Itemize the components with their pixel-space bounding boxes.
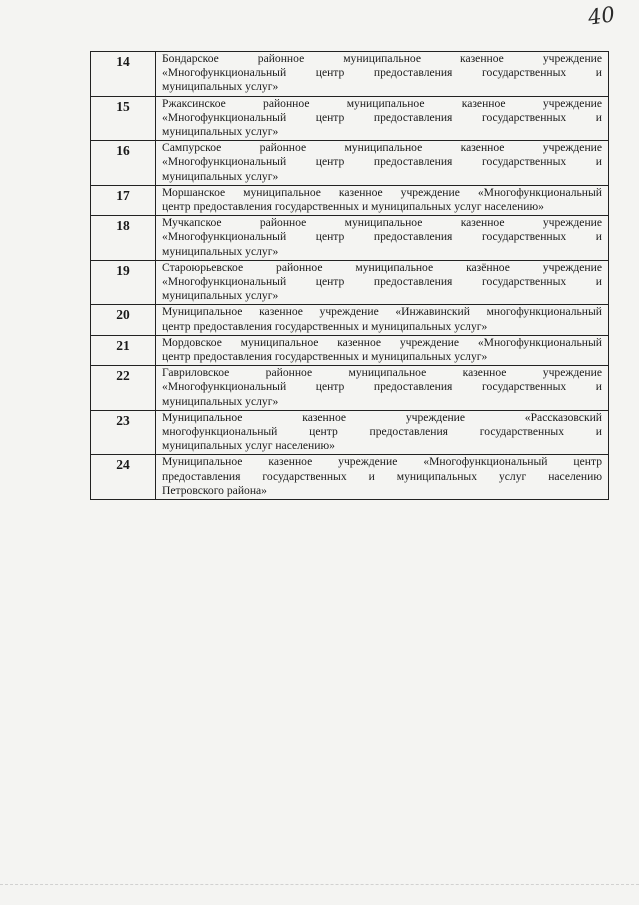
institution-name-line: муниципальных услуг» — [162, 394, 279, 408]
institution-name-line: Муниципальное казенное учреждение «Инжавинский многофункциональный — [162, 305, 602, 319]
row-number: 23 — [91, 410, 156, 455]
institution-name-line: Моршанское муниципальное казенное учреждение «Многофункциональный — [162, 185, 602, 199]
institution-name-line: муниципальных услуг» — [162, 244, 279, 258]
institution-name — [156, 185, 609, 215]
row-number: 21 — [91, 335, 156, 365]
table-row — [91, 185, 609, 215]
institution-name-line: Гавриловское районное муниципальное казенное учреждение — [162, 366, 602, 380]
institution-name-line: «Многофункциональный центр предоставления государственных и — [162, 155, 602, 169]
institution-name-line: муниципальных услуг» — [162, 289, 279, 303]
institution-name — [156, 52, 609, 97]
institution-name-line: «Многофункциональный центр предоставления государственных и — [162, 380, 602, 394]
institutions-table — [90, 51, 609, 500]
row-number: 22 — [91, 366, 156, 411]
institution-name — [156, 335, 609, 365]
institution-name-line: Мордовское муниципальное казенное учреждение «Многофункциональный — [162, 335, 602, 349]
row-number: 19 — [91, 260, 156, 305]
table-row — [91, 335, 609, 365]
row-number: 15 — [91, 96, 156, 141]
table-row — [91, 305, 609, 335]
institution-name-line: Староюрьевское районное муниципальное казённое учреждение — [162, 260, 602, 274]
row-number: 18 — [91, 216, 156, 261]
institution-name-line: Петровского района» — [162, 483, 267, 497]
institution-name-line: «Многофункциональный центр предоставления государственных и — [162, 66, 602, 80]
scan-edge-line — [0, 884, 639, 886]
table-row — [91, 455, 609, 500]
institution-name-line: «Многофункциональный центр предоставления государственных и — [162, 230, 602, 244]
table-row — [91, 410, 609, 455]
institution-name-line: Муниципальное казенное учреждение «Многофункциональный центр — [162, 455, 602, 469]
table-row — [91, 141, 609, 186]
institution-name — [156, 216, 609, 261]
table-row — [91, 52, 609, 97]
institution-name-line: многофункциональный центр предоставления государственных и — [162, 425, 602, 439]
institutions-table-body — [91, 52, 609, 500]
row-number: 20 — [91, 305, 156, 335]
table-row — [91, 260, 609, 305]
institution-name — [156, 455, 609, 500]
institution-name-line: «Многофункциональный центр предоставления государственных и — [162, 110, 602, 124]
table-row — [91, 216, 609, 261]
institution-name-line: центр предоставления государственных и муниципальных услуг населению» — [162, 200, 544, 214]
institution-name-line: Бондарское районное муниципальное казенное учреждение — [162, 52, 602, 65]
institution-name — [156, 141, 609, 186]
institution-name-line: Сампурское районное муниципальное казенное учреждение — [162, 141, 602, 155]
institution-name-line: муниципальных услуг» — [162, 125, 279, 139]
institution-name-line: Ржаксинское районное муниципальное казенное учреждение — [162, 96, 602, 110]
institution-name-line: центр предоставления государственных и муниципальных услуг» — [162, 319, 488, 333]
institution-name-line: Мучкапское районное муниципальное казенное учреждение — [162, 216, 602, 230]
row-number: 16 — [91, 141, 156, 186]
row-number: 24 — [91, 455, 156, 500]
institution-name-line: Муниципальное казенное учреждение «Рассказовский — [162, 410, 602, 424]
institution-name — [156, 260, 609, 305]
row-number: 17 — [91, 185, 156, 215]
institution-name-line: муниципальных услуг населению» — [162, 439, 335, 453]
institution-name — [156, 305, 609, 335]
institution-name — [156, 366, 609, 411]
table-row — [91, 366, 609, 411]
institution-name-line: «Многофункциональный центр предоставления государственных и — [162, 275, 602, 289]
row-number: 14 — [91, 52, 156, 97]
institution-name-line: муниципальных услуг» — [162, 169, 279, 183]
institution-name — [156, 96, 609, 141]
table-row — [91, 96, 609, 141]
handwritten-page-number: 40 — [586, 2, 617, 30]
institution-name-line: предоставления государственных и муниципальных услуг населению — [162, 469, 602, 483]
institution-name — [156, 410, 609, 455]
institution-name-line: муниципальных услуг» — [162, 80, 279, 94]
institution-name-line: центр предоставления государственных и муниципальных услуг» — [162, 350, 488, 364]
